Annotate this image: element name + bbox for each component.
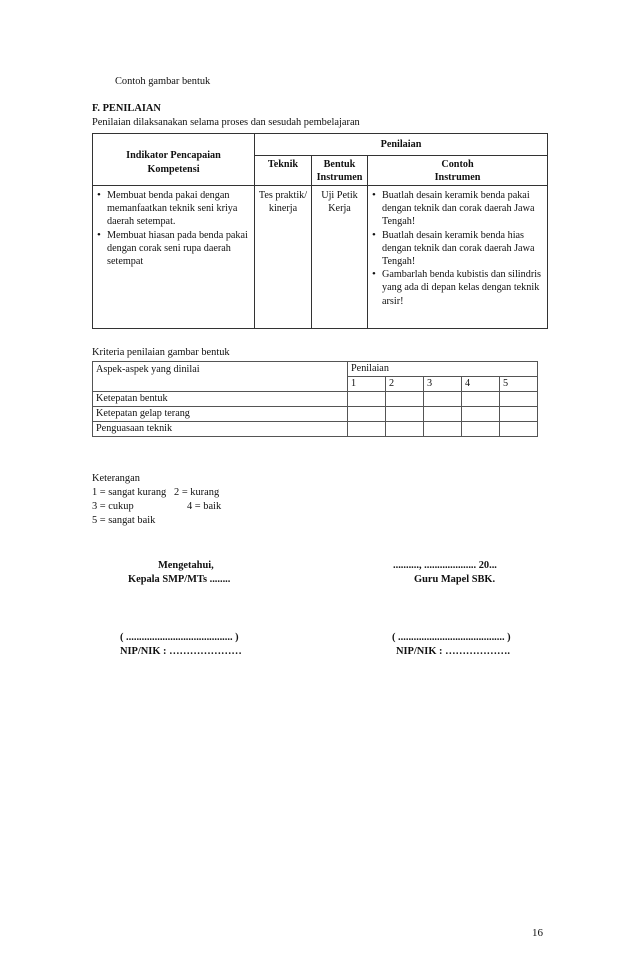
instrument-item: • Gambarlah benda kubistis dan silindris yang ada di depan kelas dengan teknik arsir!: [370, 268, 545, 308]
score-1: 1: [348, 377, 386, 392]
aspect-label: Ketepatan bentuk: [93, 392, 348, 407]
table-row: [93, 392, 538, 407]
signature-left-line2: Kepala SMP/MTs ........: [128, 574, 231, 585]
indicator-header: [93, 134, 255, 186]
section-heading: F. PENILAIAN: [92, 103, 161, 114]
score-5: 5: [500, 377, 538, 392]
signature-right-line2: Guru Mapel SBK.: [414, 574, 496, 585]
aspect-label: Penguasaan teknik: [93, 422, 348, 437]
signature-right-line1: .........., .................... 20...: [393, 560, 497, 571]
bentuk-header-line2: Instrumen: [316, 172, 363, 184]
signature-right-name: ( ......................................... ): [392, 632, 511, 643]
legend-line3: 5 = sangat baik: [92, 515, 156, 526]
signature-left-line1: Mengetahui,: [158, 560, 214, 571]
intro-text: Contoh gambar bentuk: [115, 76, 211, 87]
indicator-header-line1: Indikator Pencapaian: [126, 150, 221, 162]
score-3: 3: [424, 377, 462, 392]
instrument-item: • Buatlah desain keramik benda hias dengan teknik dan corak daerah Jawa Tengah!: [370, 229, 545, 269]
signature-left-nip: NIP/NIK : …………………: [120, 646, 242, 657]
signature-left-name: ( ......................................... ): [120, 632, 239, 643]
legend-line1: 1 = sangat kurang 2 = kurang: [92, 487, 220, 498]
indicator-item: • Membuat hiasan pada benda pakai dengan corak seni rupa daerah setempat: [95, 229, 248, 269]
indicator-cell: [93, 186, 255, 329]
aspect-header: Aspek-aspek yang dinilai: [93, 362, 348, 392]
legend-line2a: 3 = cukup: [92, 501, 134, 512]
score-4: 4: [462, 377, 500, 392]
contoh-header: [368, 156, 548, 186]
indicator-header-line2: Kompetensi: [147, 163, 200, 175]
table-row: [93, 422, 538, 437]
bentuk-cell: [312, 186, 368, 329]
bentuk-header-line1: Bentuk: [323, 159, 356, 170]
assessment-table: [92, 133, 548, 329]
legend-line2b: 4 = baik: [187, 501, 222, 512]
page-number: 16: [532, 927, 543, 939]
teknik-line1: Tes praktik/: [258, 190, 308, 201]
score-header: Penilaian: [348, 362, 538, 377]
penilaian-header: Penilaian: [255, 134, 548, 156]
teknik-header: Teknik: [255, 156, 312, 186]
aspect-label: Ketepatan gelap terang: [93, 407, 348, 422]
instrument-cell: [368, 186, 548, 329]
bentuk-header: [312, 156, 368, 186]
section-description: Penilaian dilaksanakan selama proses dan sesudah pembelajaran: [92, 117, 360, 128]
teknik-cell: [255, 186, 312, 329]
teknik-line2: kinerja: [268, 203, 298, 215]
score-2: 2: [386, 377, 424, 392]
signature-right-nip: NIP/NIK : ……………….: [396, 646, 511, 657]
bentuk-line1: Uji Petik: [321, 190, 358, 201]
contoh-header-line2: Instrumen: [434, 172, 481, 184]
instrument-item: • Buatlah desain keramik benda pakai dengan teknik dan corak daerah Jawa Tengah!: [370, 189, 545, 229]
legend-title: Keterangan: [92, 473, 140, 484]
criteria-table: [92, 361, 538, 437]
indicator-item: • Membuat benda pakai dengan memanfaatkan teknik seni kriya daerah setempat.: [95, 189, 248, 229]
contoh-header-line1: Contoh: [441, 159, 474, 170]
criteria-title: Kriteria penilaian gambar bentuk: [92, 347, 230, 358]
bentuk-line2: Kerja: [328, 203, 351, 215]
table-row: [93, 407, 538, 422]
